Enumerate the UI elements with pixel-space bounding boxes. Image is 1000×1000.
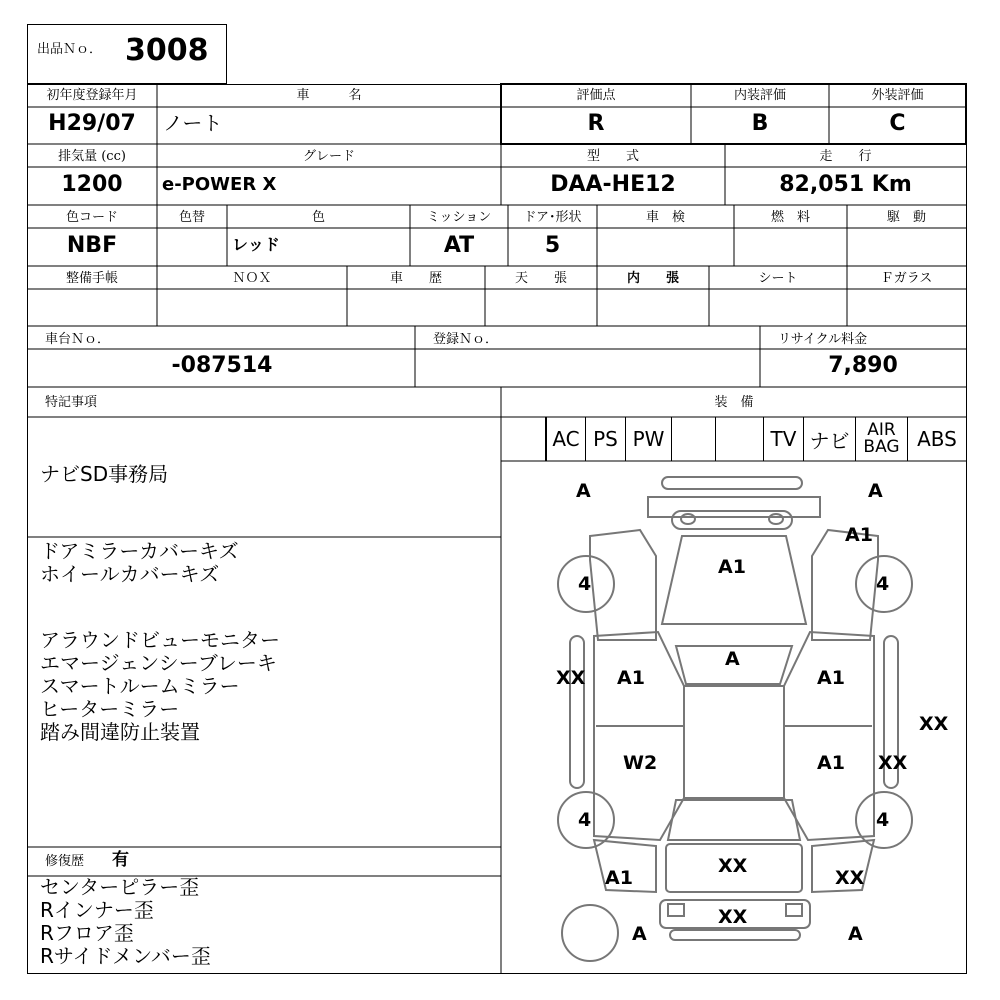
damage-mark: A1 <box>617 667 645 689</box>
interior-value: B <box>751 111 769 136</box>
damage-mark: A1 <box>605 867 633 889</box>
notes-line: 踏み間違防止装置 <box>40 720 200 744</box>
door-value: 5 <box>544 233 561 258</box>
damage-mark: 4 <box>578 573 592 595</box>
roof-label: 天 張 <box>514 271 567 286</box>
damage-mark: XX <box>718 855 748 877</box>
damage-mark: A <box>725 648 740 670</box>
notes-line: ドアミラーカバーキズ <box>40 539 239 563</box>
color-value: レッド <box>232 235 280 254</box>
damage-mark: A1 <box>718 556 746 578</box>
repair-line: Rフロア歪 <box>40 921 134 945</box>
damage-mark: 4 <box>876 573 890 595</box>
damage-mark: XX <box>556 667 586 689</box>
notes-line: ホイールカバーキズ <box>40 562 220 586</box>
grade-label: グレード <box>302 149 355 164</box>
glass-label: Ｆガラス <box>880 271 933 286</box>
damage-mark: A <box>632 923 647 945</box>
repaint-label: 色替 <box>178 210 205 225</box>
damage-mark: A <box>848 923 863 945</box>
drive-label: 駆 動 <box>886 210 926 225</box>
interior-label: 内装評価 <box>733 88 786 103</box>
lot-number: 3008 <box>125 33 209 68</box>
maint-label: 整備手帳 <box>65 271 118 286</box>
displacement-label: 排気量 (cc) <box>58 149 126 164</box>
recycle-label: リサイクル料金 <box>778 332 868 347</box>
damage-mark: 4 <box>876 809 890 831</box>
first-reg-label: 初年度登録年月 <box>46 88 138 103</box>
damage-mark: XX <box>878 752 908 774</box>
notes-label: 特記事項 <box>45 395 98 410</box>
mission-label: ミッション <box>426 210 492 225</box>
repair-line: センターピラー歪 <box>40 875 200 899</box>
equipment-label: 装 備 <box>714 395 754 410</box>
repair-value: 有 <box>112 850 129 870</box>
equipment-cell: AIR BAG <box>856 417 908 461</box>
notes-top: ナビSD事務局 <box>40 462 169 486</box>
damage-mark: A1 <box>817 752 845 774</box>
recycle-value: 7,890 <box>828 353 898 378</box>
equipment-cell: PW <box>626 417 672 461</box>
mileage-value: 82,051 Km <box>779 172 912 197</box>
interior-trim-label: 内 張 <box>626 271 679 286</box>
repair-line: Rサイドメンバー歪 <box>40 944 211 968</box>
notes-line: アラウンドビューモニター <box>40 628 280 652</box>
damage-mark: A <box>868 480 883 502</box>
equipment-cell: TV <box>764 417 804 461</box>
fuel-label: 燃 料 <box>770 210 810 225</box>
chassis-label: 車台Ｎｏ． <box>45 332 111 347</box>
equipment-cell: ABS <box>917 427 957 451</box>
damage-mark: A1 <box>817 667 845 689</box>
mission-value: AT <box>443 233 475 258</box>
lot-label: 出品Ｎｏ． <box>37 42 103 57</box>
damage-mark: A1 <box>845 524 873 546</box>
repair-label: 修復歴 <box>45 854 85 869</box>
reg-no-label: 登録Ｎｏ． <box>433 332 499 347</box>
color-code-value: NBF <box>66 233 118 258</box>
grade-value: e-POWER X <box>162 174 277 195</box>
equipment-cell: PS <box>586 417 626 461</box>
notes-line: スマートルームミラー <box>40 674 240 698</box>
damage-mark: A <box>576 480 591 502</box>
exterior-label: 外装評価 <box>871 88 924 103</box>
model-label: 型 式 <box>586 149 639 164</box>
damage-mark: XX <box>718 906 748 928</box>
repair-line: Rインナー歪 <box>40 898 154 922</box>
door-label: ドア･形状 <box>523 210 582 225</box>
history-label: 車 歴 <box>389 271 442 286</box>
score-value: R <box>587 111 605 136</box>
inspection-label: 車 検 <box>645 210 685 225</box>
notes-line: ヒーターミラー <box>40 697 180 721</box>
color-label: 色 <box>311 210 325 225</box>
color-code-label: 色コード <box>65 210 118 225</box>
equipment-cell: AC <box>546 417 586 461</box>
equipment-cell: ナビ <box>804 417 856 461</box>
chassis-value: -087514 <box>171 353 273 378</box>
seat-label: シート <box>758 271 798 286</box>
car-name-value: ノート <box>163 111 223 135</box>
damage-mark: 4 <box>578 809 592 831</box>
damage-mark: W2 <box>623 752 658 774</box>
notes-line: エマージェンシーブレーキ <box>40 651 277 675</box>
model-value: DAA-HE12 <box>550 172 676 197</box>
damage-mark: XX <box>835 867 865 889</box>
displacement-value: 1200 <box>61 172 123 197</box>
car-name-label: 車 名 <box>296 88 362 103</box>
mileage-label: 走 行 <box>819 149 872 164</box>
nox-label: ＮＯＸ <box>232 271 272 286</box>
score-label: 評価点 <box>576 88 616 103</box>
damage-mark: XX <box>919 713 949 735</box>
first-reg-value: H29/07 <box>48 111 136 136</box>
exterior-value: C <box>889 111 906 136</box>
